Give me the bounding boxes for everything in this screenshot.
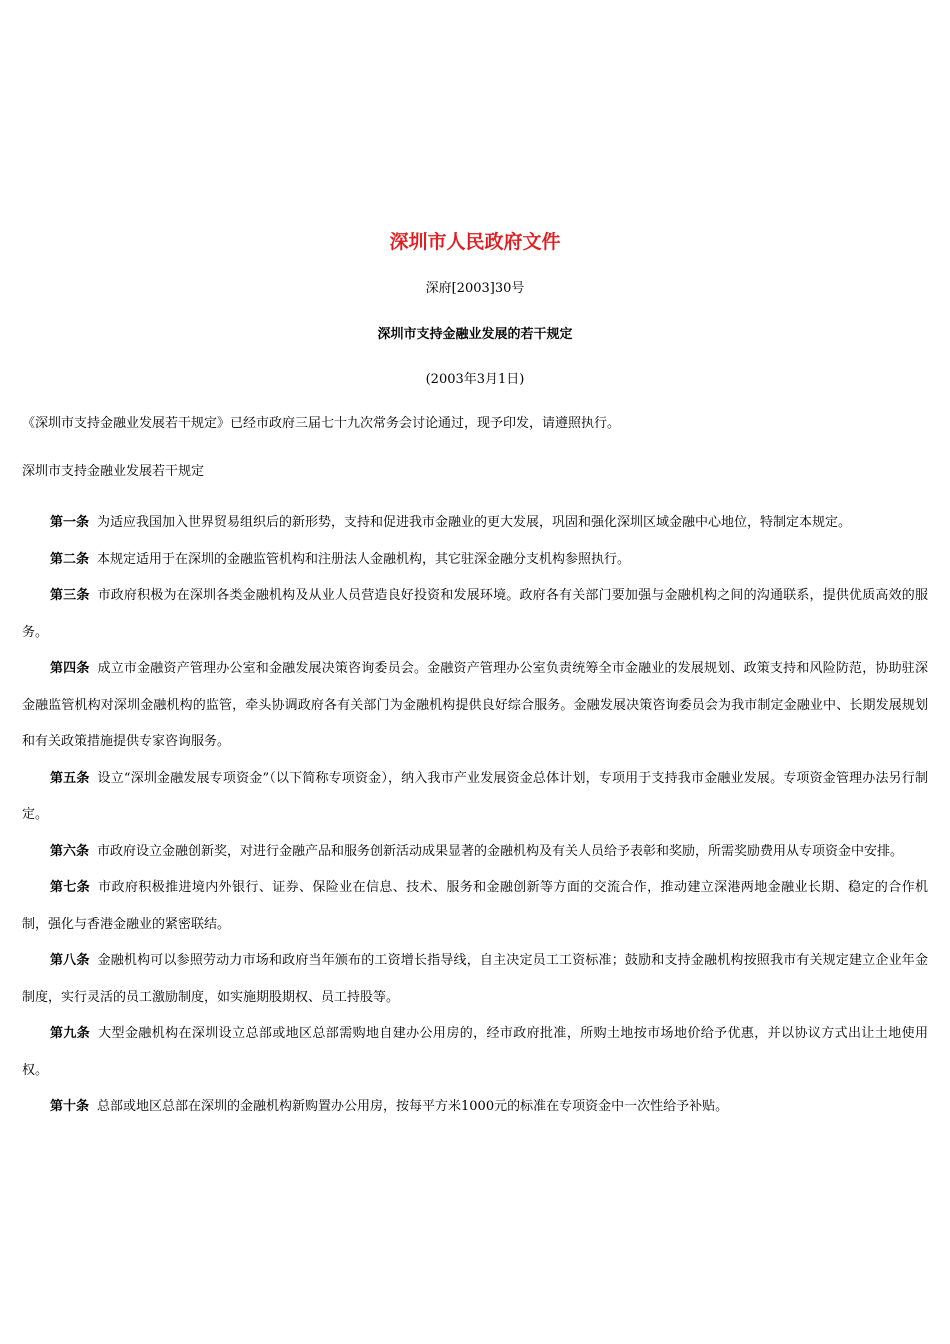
article-label: 第一条 [50, 515, 90, 530]
article-6 [22, 834, 928, 871]
article-label: 第九条 [50, 1026, 91, 1041]
article-text: 总部或地区总部在深圳的金融机构新购置办公用房，按每平方米1000元的标准在专项资金中一次性给予补贴。 [97, 1099, 729, 1114]
article-4 [22, 651, 928, 761]
article-8 [22, 943, 928, 1016]
article-text: 市政府积极推进境内外银行、证券、保险业在信息、技术、服务和金融创新等方面的交流合作，推动建立深港两地金融业长期、稳定的合作机制，强化与香港金融业的紧密联结。 [22, 880, 928, 932]
article-text: 大型金融机构在深圳设立总部或地区总部需购地自建办公用房的，经市政府批准，所购土地按市场地价给予优惠，并以协议方式出让土地使用权。 [22, 1026, 928, 1078]
article-text: 市政府设立金融创新奖，对进行金融产品和服务创新活动成果显著的金融机构及有关人员给予表彰和奖励，所需奖励费用从专项资金中安排。 [97, 843, 904, 859]
article-7 [22, 870, 928, 943]
article-text: 金融机构可以参照劳动力市场和政府当年颁布的工资增长指导线，自主决定员工工资标准；鼓励和支持金融机构按照我市有关规定建立企业年金制度，实行灵活的员工激励制度，如实施期股期权、员工持股等。 [22, 953, 928, 1005]
article-2 [22, 542, 928, 579]
document-number: 深府[2003]30号 [425, 281, 525, 296]
article-label: 第十条 [50, 1099, 90, 1114]
article-text: 为适应我国加入世界贸易组织后的新形势，支持和促进我市金融业的更大发展，巩固和强化深圳区域金融中心地位，特制定本规定。 [97, 515, 852, 530]
article-label: 第七条 [50, 880, 91, 895]
article-text: 本规定适用于在深圳的金融监管机构和注册法人金融机构，其它驻深金融分支机构参照执行。 [97, 551, 631, 567]
article-label: 第八条 [50, 953, 90, 968]
article-3 [22, 578, 928, 651]
article-label: 第四条 [50, 661, 90, 676]
article-9 [22, 1016, 928, 1089]
article-label: 第六条 [50, 843, 90, 859]
article-1 [22, 505, 928, 542]
article-10 [22, 1089, 928, 1126]
article-text: 成立市金融资产管理办公室和金融发展决策咨询委员会。金融资产管理办公室负责统筹全市金融业的发展规划、政策支持和风险防范，协助驻深金融监管机构对深圳金融机构的监管，牵头协调政府各有关部门为金融机构提供良好综合服务。金融发展决策咨询委员会为我市制定金融业中、长期发展规划和有关政策措施提供专家咨询服务。 [22, 661, 928, 749]
regulation-subheading: 深圳市支持金融业发展若干规定 [22, 464, 205, 479]
articles-list [22, 505, 928, 1126]
article-text: 设立“深圳金融发展专项资金”（以下简称专项资金），纳入我市产业发展资金总体计划，专项用于支持我市金融业发展。专项资金管理办法另行制定。 [22, 770, 928, 822]
article-label: 第三条 [50, 588, 90, 603]
document-title: 深圳市支持金融业发展的若干规定 [377, 327, 573, 342]
issuing-agency-title: 深圳市人民政府文件 [389, 231, 561, 253]
article-text: 市政府积极为在深圳各类金融机构及从业人员营造良好投资和发展环境。政府各有关部门要加强与金融机构之间的沟通联系，提供优质高效的服务。 [22, 588, 928, 640]
article-label: 第五条 [50, 770, 90, 786]
intro-paragraph: 《深圳市支持金融业发展若干规定》已经市政府三届七十九次常务会讨论通过，现予印发，请遵照执行。 [22, 416, 621, 431]
article-label: 第二条 [50, 551, 90, 567]
document-date: (2003年3月1日) [425, 372, 525, 387]
article-5 [22, 761, 928, 834]
